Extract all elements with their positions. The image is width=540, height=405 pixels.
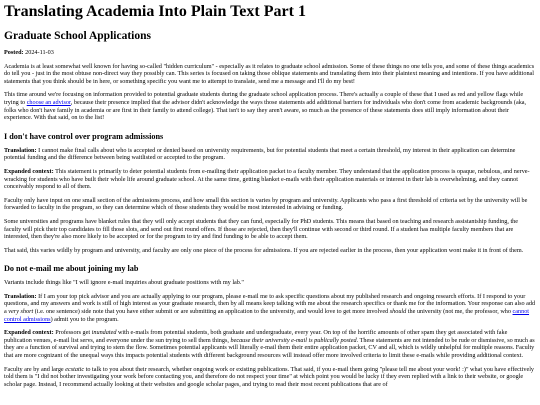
cannot-control-admissions-link[interactable]: cannot control admissions: [4, 308, 530, 323]
ecstatic-text-a: Faculty are by and large: [4, 365, 64, 373]
choose-advisor-link[interactable]: choose an advisor: [26, 98, 71, 106]
translation-text-d: ) admit you to the program.: [50, 315, 119, 323]
ecstatic-text-b: to talk to you about their research, whether ongoing work or existing publications. That said, if you e-mail them going "please tell me about your work! :)" what you have effectively told them is "I did not bother investigating your work before contacting you, and therefore do not respect your time" at which point you would be lucky if they even replied with a link to their website, or google scholar page. Instead, I recommend actually looking at their websites and google scholar pages, and trying to read their most recent publications that are of: [4, 365, 535, 388]
section-heading-admissions: I don't have control over program admissions: [4, 131, 164, 141]
varies-paragraph: That said, this varies wildly by program and university, and faculty are only one piece of the process for admissions. If you are rejected earlier in the process, then your application wont make it in front of them.: [4, 246, 524, 254]
ecstatic-paragraph: [4, 366, 536, 389]
intro-paragraph-1: Academia is at least somewhat well known for having so-called "hidden curriculum" - especially as it relates to graduate school admission. Some of these things no one tells you, and some of these things academics do tell you - just in the most obtuse non-direct way they possibly can. This series is focused on taking those oblique statements and translating them into their plaintext meaning and intentions. If you have additional statements that you think should be in here, or something specific you want me to attempt to translate, send me a message and I'll do my best!: [4, 62, 535, 85]
expanded-context-paragraph-2: [4, 329, 536, 359]
expanded-context-text: This statement is primarily to deter potential students from e-mailing their application packet to a faculty member. They understand that the application process is opaque, nebulous, and nerve-wracking for students who have built their whole life around graduate school. At the same time, getting blanket e-mails with their application materials or interest in their lab is overwhelming, and they cannot conceivably respond to all of them.: [4, 167, 530, 191]
page-title: Translating Academia Into Plain Text Part 1: [4, 3, 306, 20]
expanded-context-label-2: Expanded context:: [4, 329, 54, 337]
expanded-context-paragraph-1: [4, 168, 536, 191]
emphasis-should: should: [389, 308, 407, 316]
expanded-text-c: These statements are not intended to be rude or dismissive, so much as they are a function of survival and trying to stem the flow. Sometimes potential applicants will literally e-mail them their entire application packet, CV and all, which is wildly unhelpful for multiple reasons. Faculty that are more cognizant of the unequal ways this impacts potential students with different background resources will instead offer more involved criteria to limit these e-mails while providing additional context.: [4, 336, 535, 360]
posted-date: 2024-11-03: [25, 49, 54, 56]
expanded-text-b: with e-mails from potential students, both graduate and undergraduate, every year. On top of the horrific amounts of other spam they get associated with fake publication venues, e-mail list servs, and everyone under the sun trying to sell them things,: [4, 329, 508, 344]
expanded-text-a: Professors get: [53, 329, 91, 337]
section-heading-no-email: Do not e-mail me about joining my lab: [4, 264, 139, 274]
variants-paragraph: Variants include things like "I will ignore e-mail inquiries about graduate positions with my lab.": [4, 279, 244, 287]
intro-text-b: , because their presence implied that the advisor didn't acknowledge the ways those statements add additional barriers for individuals who don't come from academic backgrounds (aka, folks who don't have family in academia or are first in their family to attend college). That isn't to say they aren't aware, so much as the presence of these statements does still imply information about their experience. With that said, on to the list!: [4, 98, 527, 122]
translation-label: Translation:: [4, 146, 37, 154]
posted-label: Posted:: [4, 49, 24, 56]
emphasis-ecstatic: ecstatic: [65, 365, 85, 373]
funding-rules-paragraph: Some universities and programs have blanket rules that they will only accept students that they can fund, especially for PhD students. This means that based on teaching and research assistantship funding, the faculty will pick their top candidates to fill those slots, and send out first round offers. If those are rejected, then they'll continue with second or third round. If a student has multiple faculty members that are interested, then they're also more likely to be accepted or for the program to try and find funding to be able to accept them.: [4, 217, 519, 241]
translation-label-2: Translation:: [4, 292, 37, 300]
faculty-input-paragraph: Faculty only have input on one small section of the admissions process, and how small this section is varies by program and university. Applicants who pass a first threshold of criteria set by the university will be forwarded to faculty in the program, so they can determine which of those students they would be most interested in advising or funding.: [4, 196, 528, 212]
expanded-context-label: Expanded context:: [4, 167, 54, 175]
translation-paragraph-1: [4, 147, 536, 162]
intro-text-a: This time around we're focusing on information provided to potential graduate students during the graduate school application process. There's actually a couple of these that I used as red and yellow flags while trying to: [4, 91, 524, 106]
translation-text: I cannot make final calls about who is accepted or denied based on university requirements, but for potential students that meet a certain threshold, my interest in their application can determine potential funding and the difference between being waitlisted or accepted to the program.: [4, 146, 516, 162]
translation-text-c: the university (not me, the professor, who: [406, 308, 511, 316]
translation-text-b: (i.e. one sentence) side note that you have either submit or are submitting an application to the university, and would love to get more involved: [33, 308, 389, 316]
page-subtitle: Graduate School Applications: [4, 30, 151, 42]
emphasis-public-email: because their university e-mail is publically posted.: [230, 336, 359, 344]
intro-paragraph-2: [4, 91, 536, 121]
emphasis-very-short: very short: [8, 308, 34, 316]
translation-text-a: If I am your top pick advisor and you are actually applying to our program, please e-mail me to ask specific questions about my published research and ongoing research efforts. If I respond to your questions, and my answers and work is still of high interest as your graduate research, then by all means keep talking with me about the research specifics or thank me for the information. Your response can also add a: [4, 292, 536, 316]
translation-paragraph-2: [4, 293, 536, 323]
emphasis-inundated: inundated: [91, 329, 117, 337]
post-meta: [4, 49, 536, 57]
